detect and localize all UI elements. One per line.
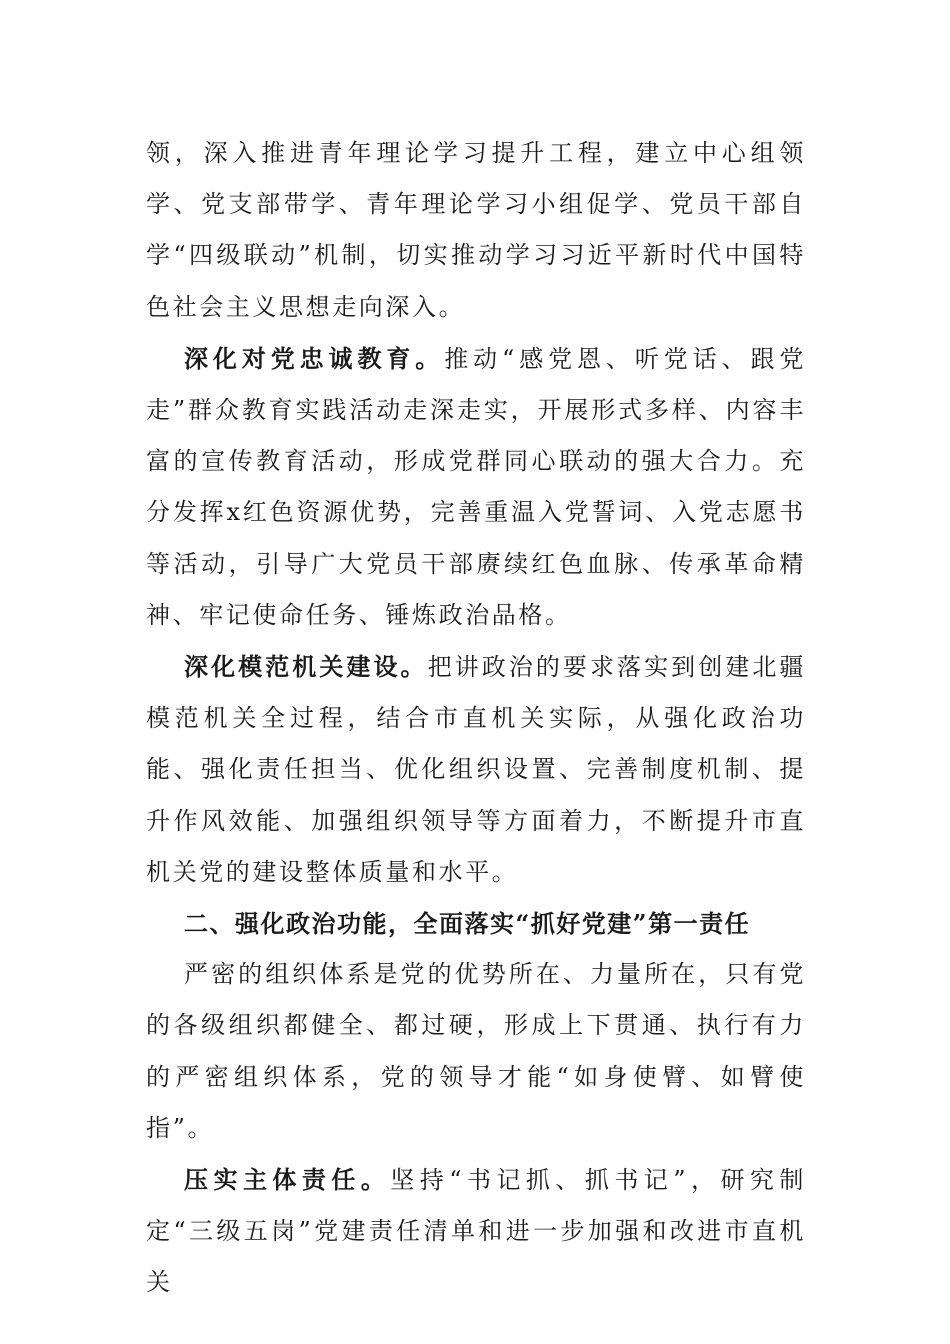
paragraph-lead: 深化对党忠诚教育。 (184, 343, 445, 373)
section-heading: 二、强化政治功能，全面落实“抓好党建”第一责任 (184, 909, 751, 939)
paragraph-main-responsibility (146, 1154, 806, 1309)
paragraph-body: 严密的组织体系是党的优势所在、力量所在，只有党的各级组织都健全、都过硬，形成上下贯通、执行有力的严密组织体系，党的领导才能“如身使臂、如臂使指”。 (146, 960, 806, 1142)
paragraph-body: 领，深入推进青年理论学习提升工程，建立中心组领学、党支部带学、青年理论学习小组促学、党员干部自学“四级联动”机制，切实推动学习习近平新时代中国特色社会主义思想走向深入。 (146, 139, 806, 321)
document-body (146, 128, 806, 1309)
paragraph-lead: 深化模范机关建设。 (184, 652, 428, 682)
paragraph-body: 坚持“书记抓、抓书记”，研究制定“三级五岗”党建责任清单和进一步加强和改进市直机关 (146, 1166, 807, 1297)
paragraph-lead: 压实主体责任。 (184, 1165, 391, 1195)
paragraph-continuation (146, 128, 806, 333)
paragraph-organization-system (146, 949, 806, 1154)
paragraph-body: 把讲政治的要求落实到创建北疆模范机关全过程，结合市直机关实际，从强化政治功能、强化责任担当、优化组织设置、完善制度机制、提升作风效能、加强组织领导等方面着力，不断提升市直机关党的建设整体质量和水平。 (146, 653, 806, 886)
paragraph-body: 推动“感党恩、听党话、跟党走”群众教育实践活动走深走实，开展形式多样、内容丰富的宣传教育活动，形成党群同心联动的强大合力。充分发挥x红色资源优势，完善重温入党誓词、入党志愿书等活动，引导广大党员干部赓续红色血脉、传承革命精神、牢记使命任务、锤炼政治品格。 (146, 344, 806, 629)
paragraph-loyalty-education (146, 333, 806, 641)
paragraph-model-organ (146, 641, 806, 898)
